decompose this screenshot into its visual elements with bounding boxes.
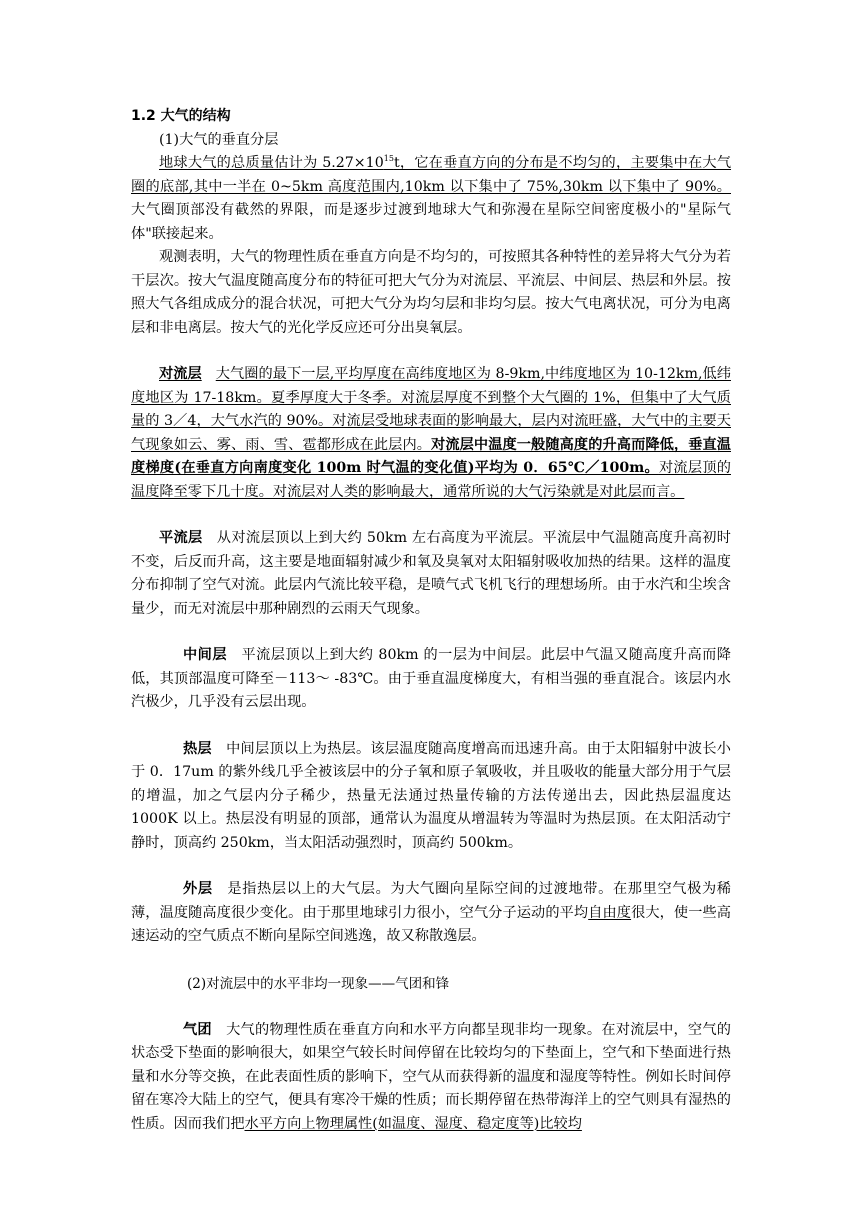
- paragraph-atmosphere-mass: [131, 152, 731, 246]
- term-exosphere: 外层: [183, 881, 213, 897]
- paragraph-observation: 观测表明，大气的物理性质在垂直方向是不均匀的，可按照其各种特性的差异将大气分为若干层次。按大气温度随高度分布的特征可把大气分为对流层、平流层、中间层、热层和外层。按照大气各组成成分的混合状况，可把大气分为均匀层和非均匀层。按大气电离状况，可分为电离层和非电离层。按大气的光化学反应还可分出臭氧层。: [131, 249, 731, 336]
- paragraph-troposphere: [131, 363, 731, 504]
- spacer: [131, 855, 731, 878]
- spacer: [131, 949, 731, 972]
- exosphere-text-1: 是指热层以上的大气层。为大气圈向星际空间的过渡地带。在那里空气极为稀薄，温度随高度很少变化。由于那里地球引力很小，空气分子运动的平均: [131, 881, 731, 921]
- section-title: 1.2 大气的结构: [131, 108, 231, 124]
- exosphere-text-2: 很大，使一些高速运动的空气质点不断向星际空间逃逸，故又称散逸层。: [131, 904, 731, 944]
- term-troposphere: 对流层: [159, 366, 202, 382]
- term-stratosphere: 平流层: [159, 530, 203, 546]
- subsection-title-air-masses: (2)对流层中的水平非均一现象——气团和锋: [187, 975, 450, 992]
- thermosphere-text: 中间层顶以上为热层。该层温度随高度增高而迅速升高。由于太阳辐射中波长小于 0．17um 的紫外线几乎全被该层中的分子氧和原子氧吸收，并且吸收的能量大部分用于气层的增温，加之气层内分子稀少，热量无法通过热量传输的方法传递出去，因此热层温度达 1000K 以上。热层没有明显的顶部，通常认为温度从增温转为等温时为热层顶。在太阳活动宁静时，顶高约 250km，当太阳活动强烈时，顶高约 500km。: [131, 740, 731, 851]
- air-mass-underlined: 水平方向上物理属性(如温度、湿度、稳定度等)比较均: [244, 1115, 582, 1132]
- spacer: [131, 340, 731, 363]
- spacer: [131, 504, 731, 527]
- document-body: [131, 104, 731, 1136]
- term-air-mass: 气团: [183, 1021, 212, 1038]
- paragraph-thermosphere: [131, 738, 731, 856]
- term-mesosphere: 中间层: [183, 647, 227, 663]
- term-thermosphere: 热层: [183, 740, 212, 757]
- spacer: [131, 996, 731, 1019]
- spacer: [131, 715, 731, 738]
- paragraph-air-mass: [131, 1019, 731, 1137]
- troposphere-underlined-2: 对流层顶的温度降至零下几十度。对流层对人类的影响最大，通常所说的大气污染就是对此层而言。: [131, 460, 731, 500]
- underlined-mass-text: 地球大气的总质量估计为 $5.27\times 10^{15}t$，它在垂直方向的分布是不均匀的，主要集中在大气圈的底部,其中一半在 0~5km 高度范围内,10km 以下集中了 75%,30km 以下集中了 90%。: [131, 154, 732, 195]
- paragraph-continuation: 大气圈顶部没有截然的界限，而是逐步过渡到地球大气和弥漫在星际空间密度极小的"星际气体"联接起来。: [131, 202, 731, 242]
- stratosphere-text: 从对流层顶以上到大约 50km 左右高度为平流层。平流层中气温随高度升高初时不变，后反而升高，这主要是地面辐射减少和氧及臭氧对太阳辐射吸收加热的结果。这样的温度分布抑制了空气对流。此层内气流比较平稳，是喷气式飞机飞行的理想场所。由于水汽和尘埃含量少，而无对流层中那种剧烈的云雨天气现象。: [131, 530, 731, 617]
- exponent: 15: [383, 154, 394, 163]
- air-mass-text: 大气的物理性质在垂直方向和水平方向都呈现非均一现象。在对流层中，空气的状态受下垫面的影响很大，如果空气较长时间停留在比较均匀的下垫面上，空气和下垫面进行热量和水分等交换，在此表面性质的影响下，空气从而获得新的温度和湿度等特性。例如长时间停留在寒冷大陆上的空气，便具有寒冷干燥的性质；而长期停留在热带海洋上的空气则具有湿热的性质。因而我们把: [131, 1021, 731, 1132]
- paragraph-exosphere: [131, 878, 731, 949]
- paragraph-mesosphere: [131, 644, 731, 715]
- mesosphere-text: 平流层顶以上到大约 80km 的一层为中间层。此层中气温又随高度升高而降低，其顶部温度可降至－113～ -83℃。由于垂直温度梯度大，有相当强的垂直混合。该层内水汽极少，几乎没有云层出现。: [131, 647, 731, 710]
- troposphere-bold-gradient: 对流层中温度一般随高度的升高而降低，垂直温度梯度(在垂直方向南度变化 100m 时气温的变化值)平均为 0．65℃／100m。: [131, 436, 731, 476]
- subsection-title-vertical-layers: (1)大气的垂直分层: [159, 132, 279, 148]
- exosphere-underlined-freedom: 自由度: [588, 904, 632, 921]
- paragraph-stratosphere: [131, 527, 731, 621]
- spacer: [131, 621, 731, 644]
- troposphere-underlined-1: 大气圈的最下一层,平均厚度在高纬度地区为 8-9km,中纬度地区为 10-12km,低纬度地区为 17-18km。夏季厚度大于冬季。对流层厚度不到整个大气圈的 1%，但集中了大气质量的 3／4，大气水汽的 90%。对流层受地球表面的影响最大，层内对流旺盛，大气中的主要天气现象如云、雾、雨、雪、雹都形成在此层内。: [131, 366, 731, 453]
